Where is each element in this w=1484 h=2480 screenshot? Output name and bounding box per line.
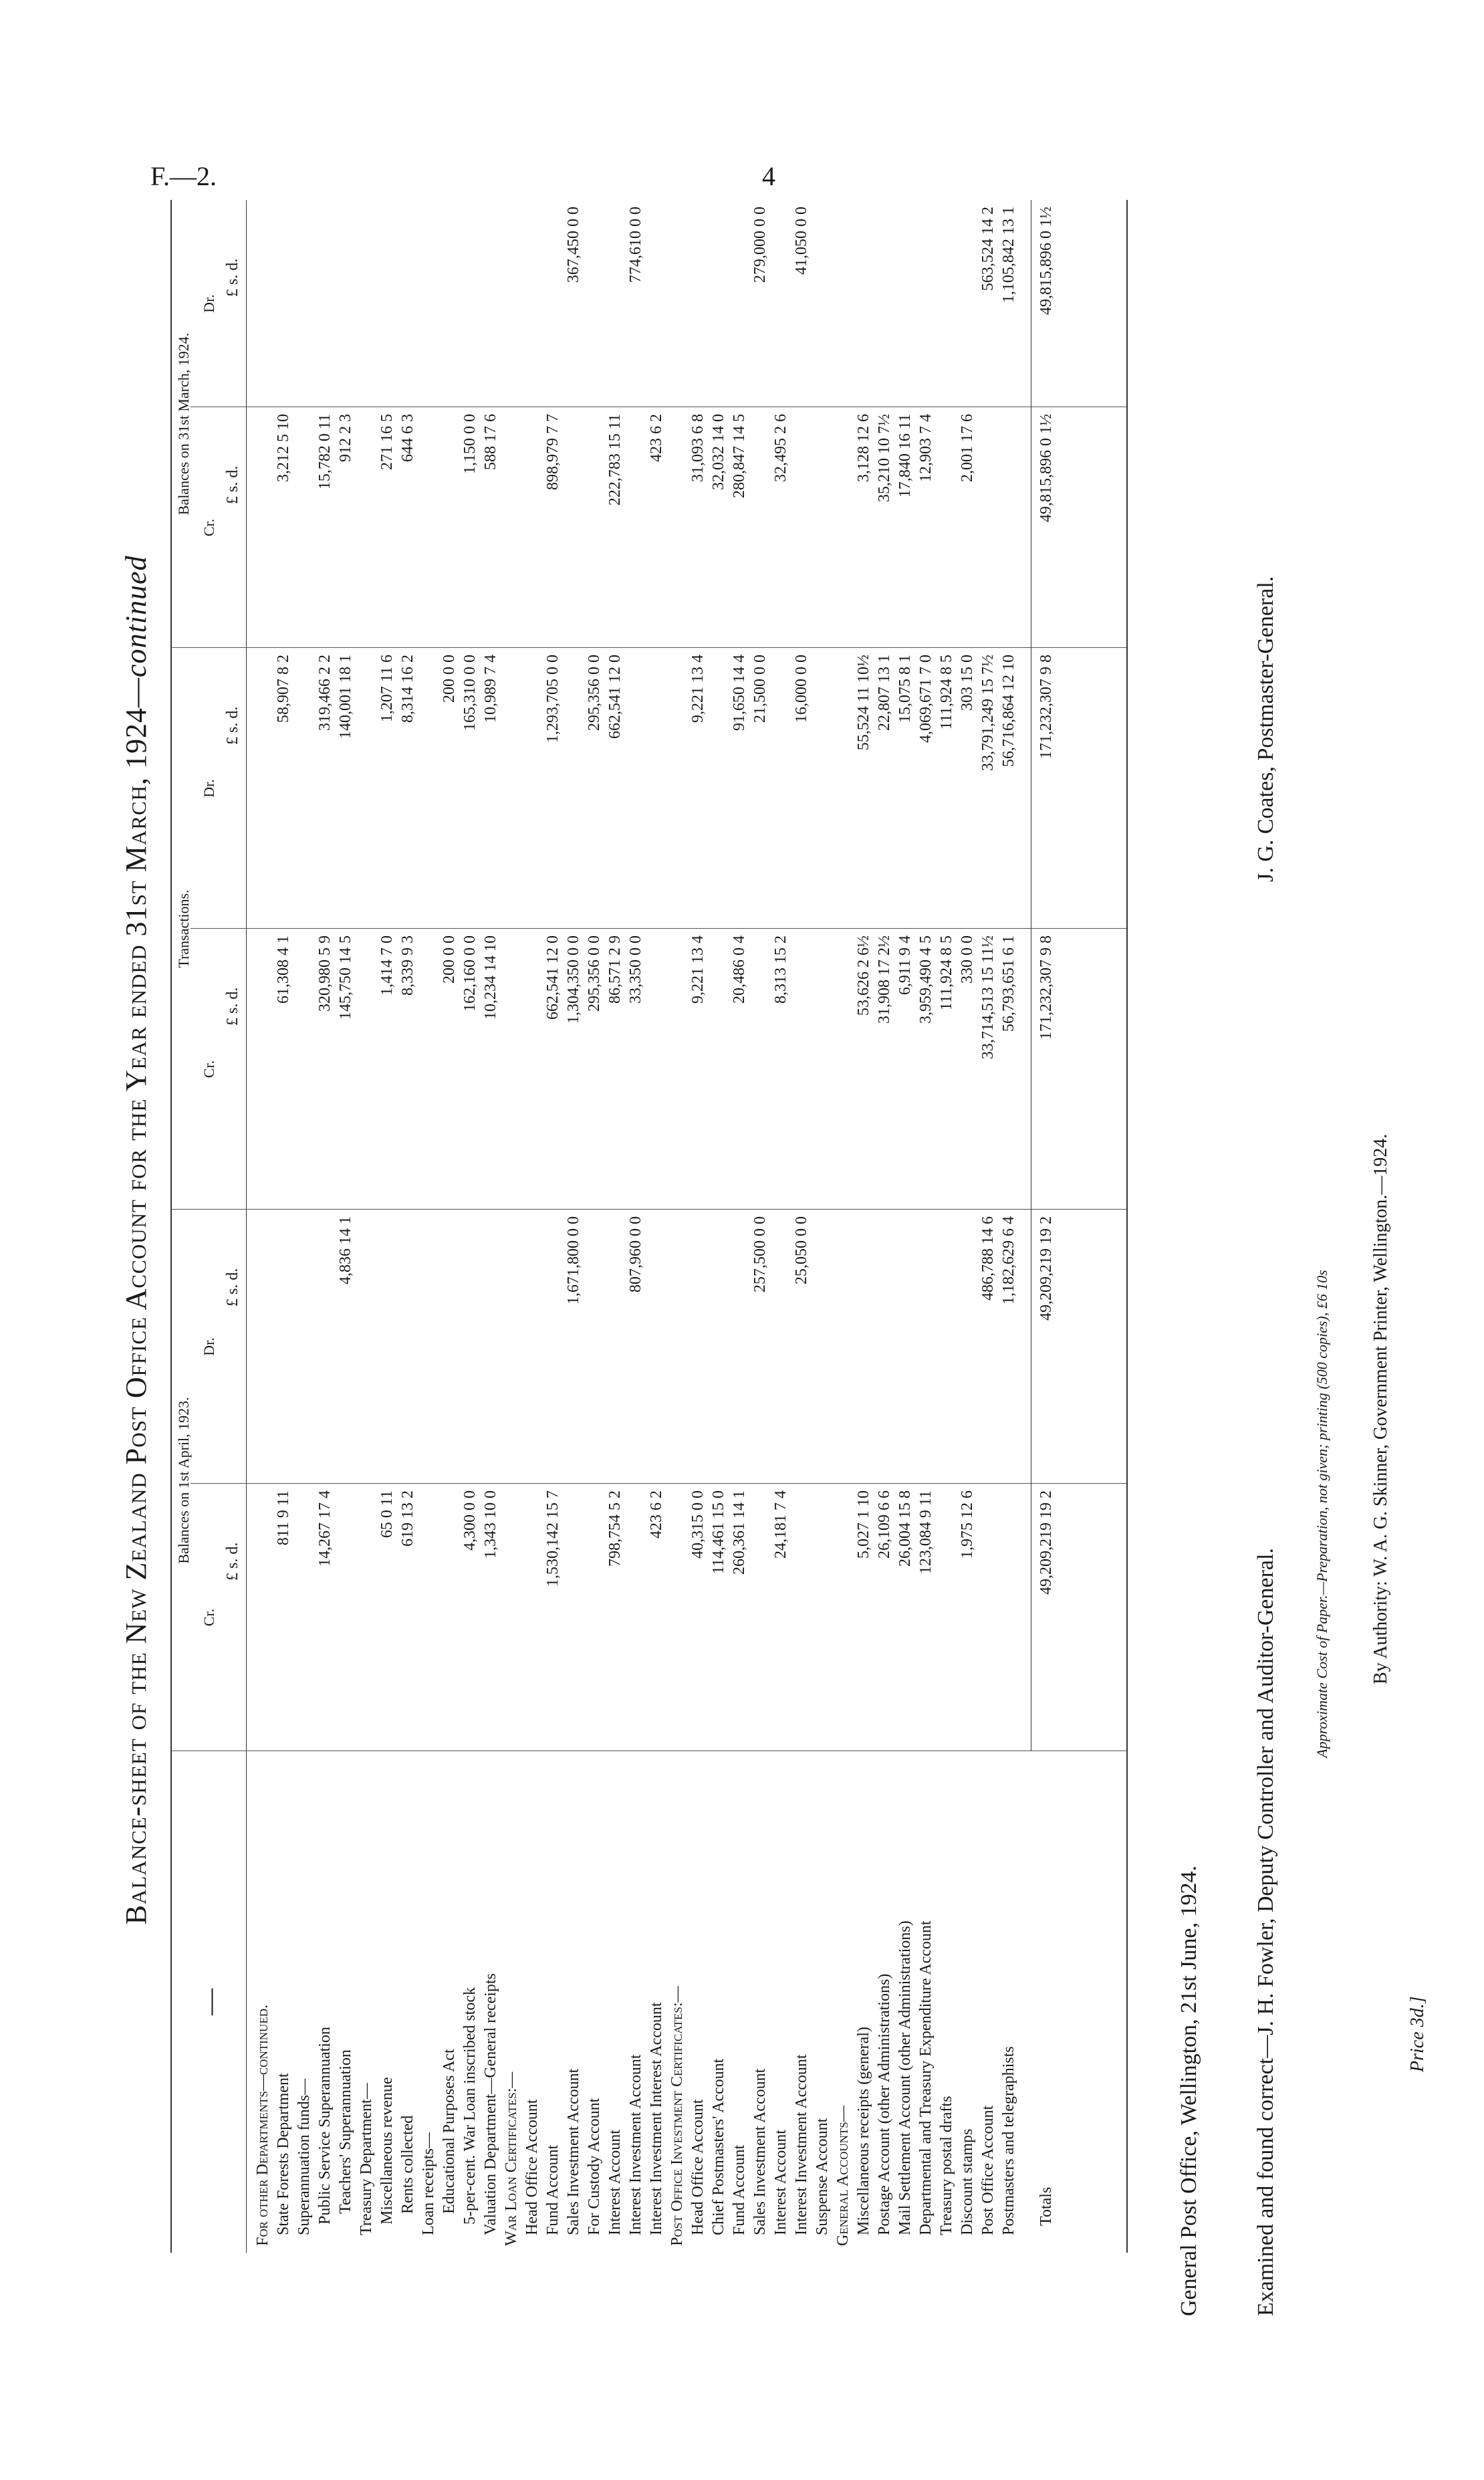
row-label: Chief Postmasters' Account (710, 2058, 727, 2235)
balance-1923-cr: 619 13 2 (399, 1490, 416, 1547)
row-label: Treasury Department— (358, 2083, 375, 2235)
examined-note: Examined and found correct—J. H. Fowler, Deputy Controller and Auditor-General. (1253, 1548, 1278, 2316)
balance-1924-cr: 644 6 3 (399, 414, 416, 462)
row-label: Teachers' Superannuation (337, 2049, 354, 2214)
units-head: £ s. d. (224, 1542, 241, 1581)
transactions-dr: 22,807 13 1 (876, 655, 893, 731)
balance-1924-cr: 423 6 2 (648, 414, 665, 462)
transactions-cr: 33,714,513 15 11½ (979, 935, 997, 1060)
row-label: Superannuation funds— (295, 2079, 313, 2235)
transactions-cr: 9,221 13 4 (689, 935, 707, 1004)
row-label: Public Service Superannuation (316, 2027, 334, 2225)
transactions-dr: 58,907 8 2 (275, 655, 292, 723)
row-label: Head Office Account (523, 2099, 541, 2235)
balance-1923-cr: 260,361 14 1 (731, 1490, 748, 1575)
transactions-dr: 9,221 13 4 (689, 655, 707, 723)
balance-1924-cr: 222,783 15 11 (606, 414, 624, 506)
balance-1923-cr: 24,181 7 4 (772, 1490, 789, 1559)
balance-1924-cr: 17,840 16 11 (896, 414, 914, 498)
row-label: Postage Account (other Administrations) (876, 1973, 893, 2235)
transactions-cr: 86,571 2 9 (606, 935, 624, 1004)
transactions-dr: 56,716,864 12 10 (1000, 655, 1017, 767)
balance-1924-cr: 32,032 14 0 (710, 414, 727, 490)
transactions-cr: 3,959,490 4 5 (917, 935, 935, 1024)
row-label: Sales Investment Account (751, 2068, 769, 2235)
transactions-dr: 55,524 11 10½ (855, 655, 872, 751)
transactions-dr: 303 15 0 (959, 655, 976, 711)
balance-1924-cr: 898,979 7 7 (544, 414, 562, 490)
balance-1924-cr: 32,495 2 6 (772, 414, 789, 482)
balance-1923-cr: 14,267 17 4 (316, 1490, 334, 1567)
transactions-head: Transactions. (175, 889, 192, 968)
column-divider (191, 1483, 1126, 1484)
description-column-head: — (195, 1989, 225, 2015)
balance-1923-cr: 26,109 6 6 (876, 1490, 893, 1559)
balance-1923-dr: 257,500 0 0 (751, 1216, 769, 1292)
row-label: Mail Settlement Account (other Administrations) (896, 1920, 914, 2235)
balance-1924-cr: 12,903 7 4 (917, 414, 935, 482)
transactions-cr: 8,313 15 2 (772, 935, 789, 1004)
row-label: Treasury postal drafts (938, 2096, 955, 2235)
approximate-cost: Approximate Cost of Paper.—Preparation, not given; printing (500 copies), £6 10s (1314, 1270, 1330, 1758)
balances-1923-head: Balances on 1st April, 1923. (175, 1397, 192, 1564)
balance-1923-cr: 1,530,142 15 7 (544, 1490, 562, 1587)
balance-1923-cr: 1,975 12 6 (959, 1490, 976, 1559)
balance-1924-cr: 912 2 3 (337, 414, 354, 462)
dr-head: Dr. (201, 294, 217, 313)
row-label: Departmental and Treasury Expenditure Account (917, 1920, 935, 2235)
balance-1924-dr: 1,105,842 13 1 (1000, 207, 1017, 303)
balance-1924-dr: 774,610 0 0 (627, 207, 644, 283)
row-label: Interest Investment Account (627, 2054, 644, 2235)
balance-1924-cr: 3,128 12 6 (855, 414, 872, 482)
transactions-cr: 200 0 0 (441, 935, 458, 984)
row-label: Educational Purposes Act (441, 2049, 458, 2214)
transactions-cr: 56,793,651 6 1 (1000, 935, 1017, 1032)
place-date: General Post Office, Wellington, 21st June, 1924. (1177, 1865, 1201, 2316)
total-transactions-cr: 171,232,307 9 8 (1037, 935, 1055, 1040)
balance-1924-dr: 279,000 0 0 (751, 207, 769, 283)
transactions-dr: 200 0 0 (441, 655, 458, 703)
transactions-dr: 295,356 0 0 (586, 655, 603, 731)
balance-1923-cr: 114,461 15 0 (710, 1490, 727, 1575)
total-transactions-dr: 171,232,307 9 8 (1037, 655, 1055, 759)
balance-1923-cr: 26,004 15 8 (896, 1490, 914, 1567)
transactions-dr: 91,650 14 4 (731, 655, 748, 731)
balance-1923-cr: 65 0 11 (378, 1490, 396, 1539)
transactions-dr: 33,791,249 15 7½ (979, 655, 997, 771)
balance-1923-cr: 811 9 11 (275, 1490, 292, 1546)
price: Price 3d.] (1407, 1996, 1428, 2072)
row-label: Head Office Account (689, 2099, 707, 2235)
row-label: Interest Investment Interest Account (648, 2002, 665, 2235)
transactions-cr: 61,308 4 1 (275, 935, 292, 1004)
transactions-dr: 4,069,671 7 0 (917, 655, 935, 743)
balance-1923-cr: 4,300 0 0 (461, 1490, 479, 1551)
transactions-cr: 162,160 0 0 (461, 935, 479, 1012)
balance-1924-cr: 31,093 6 8 (689, 414, 707, 482)
units-head: £ s. d. (224, 258, 241, 297)
units-head: £ s. d. (224, 465, 241, 504)
balance-1923-cr: 423 6 2 (648, 1490, 665, 1539)
transactions-dr: 16,000 0 0 (793, 655, 810, 723)
dr-head: Dr. (201, 779, 217, 798)
balance-1924-cr: 35,210 10 7½ (876, 414, 893, 502)
column-divider (191, 928, 1126, 929)
header-rule (246, 200, 247, 2253)
authority-line: By Authority: W. A. G. Skinner, Government Printer, Wellington.—1924. (1370, 1133, 1391, 1684)
balance-1923-dr: 1,671,800 0 0 (565, 1216, 582, 1305)
balance-1924-dr: 41,050 0 0 (793, 207, 810, 275)
totals-label: Totals (1037, 2186, 1055, 2226)
transactions-dr: 1,207 11 6 (378, 655, 396, 723)
row-label: Miscellaneous receipts (general) (855, 2027, 872, 2235)
row-label: Sales Investment Account (565, 2068, 582, 2235)
balance-1923-dr: 807,960 0 0 (627, 1216, 644, 1292)
balance-1924-cr: 3,212 5 10 (275, 414, 292, 482)
units-head: £ s. d. (224, 987, 241, 1026)
row-label: War Loan Certificates:— (503, 2071, 520, 2246)
balance-1924-cr: 271 16 5 (378, 414, 396, 470)
row-label: Interest Account (772, 2130, 789, 2235)
page-reference: F.—2. (150, 161, 217, 191)
total-balance-1924-cr: 49,815,896 0 1½ (1037, 414, 1055, 522)
balance-1923-dr: 1,182,629 6 4 (1000, 1216, 1017, 1305)
page-number: 4 (762, 161, 775, 191)
row-label: Valuation Department—General receipts (482, 1973, 499, 2235)
balances-1924-head: Balances on 31st March, 1924. (175, 332, 192, 516)
row-label: Interest Investment Account (793, 2054, 810, 2235)
transactions-dr: 111,924 8 5 (938, 655, 955, 730)
balance-1923-dr: 4,836 14 1 (337, 1216, 354, 1284)
row-label: Post Office Account (979, 2105, 997, 2235)
transactions-cr: 295,356 0 0 (586, 935, 603, 1012)
transactions-dr: 319,466 2 2 (316, 655, 334, 731)
transactions-cr: 31,908 17 2½ (876, 935, 893, 1024)
row-label: For Custody Account (586, 2098, 603, 2235)
row-label: Postmasters and telegraphists (1000, 2046, 1017, 2235)
balance-1923-cr: 1,343 10 0 (482, 1490, 499, 1559)
transactions-cr: 145,750 14 5 (337, 935, 354, 1020)
row-label: Discount stamps (959, 2128, 976, 2235)
transactions-cr: 10,234 14 10 (482, 935, 499, 1020)
transactions-cr: 1,414 7 0 (378, 935, 396, 996)
units-head: £ s. d. (224, 706, 241, 745)
row-label: Loan receipts— (420, 2132, 437, 2235)
transactions-cr: 6,911 9 4 (896, 935, 914, 996)
transactions-dr: 1,293,705 0 0 (544, 655, 562, 743)
balance-1924-cr: 588 17 6 (482, 414, 499, 470)
units-head: £ s. d. (224, 1268, 241, 1307)
row-label: Post Office Investment Certificates:— (668, 1986, 686, 2246)
balance-1924-cr: 280,847 14 5 (731, 414, 748, 498)
transactions-dr: 10,989 7 4 (482, 655, 499, 723)
balance-1924-dr: 563,524 14 2 (979, 207, 997, 291)
table-top-rule (170, 200, 172, 2253)
transactions-cr: 20,486 0 4 (731, 935, 748, 1004)
transactions-cr: 330 0 0 (959, 935, 976, 984)
transactions-dr: 21,500 0 0 (751, 655, 769, 723)
sheet-title: Balance-sheet of the New Zealand Post Office Account for the Year ended 31st March, 1924—continued (120, 555, 152, 1925)
transactions-dr: 140,001 18 1 (337, 655, 354, 739)
column-divider (170, 1209, 1126, 1210)
transactions-dr: 15,075 8 1 (896, 655, 914, 723)
dr-head: Dr. (201, 1337, 217, 1356)
balance-1923-cr: 123,084 9 11 (917, 1490, 935, 1575)
balance-1923-cr: 798,754 5 2 (606, 1490, 624, 1567)
transactions-dr: 8,314 16 2 (399, 655, 416, 723)
balance-1923-dr: 486,788 14 6 (979, 1216, 997, 1301)
table-bottom-rule (1126, 200, 1128, 2253)
cr-head: Cr. (201, 1060, 217, 1079)
balance-1924-dr: 367,450 0 0 (565, 207, 582, 283)
row-label: Miscellaneous revenue (378, 2077, 396, 2225)
transactions-cr: 53,626 2 6½ (855, 935, 872, 1016)
total-balance-1923-dr: 49,209,219 19 2 (1037, 1216, 1055, 1321)
total-balance-1923-cr: 49,209,219 19 2 (1037, 1490, 1055, 1595)
balance-1923-cr: 5,027 1 10 (855, 1490, 872, 1559)
signatory: J. G. Coates, Postmaster-General. (1253, 576, 1278, 882)
balance-1923-cr: 40,315 0 0 (689, 1490, 707, 1559)
transactions-cr: 8,339 9 3 (399, 935, 416, 996)
cr-head: Cr. (201, 518, 217, 537)
total-balance-1924-dr: 49,815,896 0 1½ (1037, 207, 1055, 315)
balance-1924-cr: 15,782 0 11 (316, 414, 334, 490)
row-label: For other Departments—continued. (254, 2005, 271, 2246)
row-label: Fund Account (731, 2144, 748, 2235)
transactions-cr: 320,980 5 9 (316, 935, 334, 1012)
cr-head: Cr. (201, 1608, 217, 1627)
transactions-dr: 165,310 0 0 (461, 655, 479, 731)
transactions-cr: 1,304,350 0 0 (565, 935, 582, 1024)
balance-1924-cr: 1,150 0 0 (461, 414, 479, 474)
row-label: Rents collected (399, 2115, 416, 2214)
row-label: Interest Account (606, 2130, 624, 2235)
row-label: Suspense Account (814, 2118, 831, 2235)
balance-1924-cr: 2,001 17 6 (959, 414, 976, 482)
transactions-dr: 662,541 12 0 (606, 655, 624, 739)
transactions-cr: 33,350 0 0 (627, 935, 644, 1004)
row-label: General Accounts— (834, 2106, 852, 2246)
transactions-cr: 111,924 8 5 (938, 935, 955, 1011)
balance-1923-dr: 25,050 0 0 (793, 1216, 810, 1284)
row-label: 5-per-cent. War Loan inscribed stock (461, 1987, 479, 2225)
row-label: State Forests Department (275, 2073, 292, 2235)
row-label: Fund Account (544, 2144, 562, 2235)
transactions-cr: 662,541 12 0 (544, 935, 562, 1020)
